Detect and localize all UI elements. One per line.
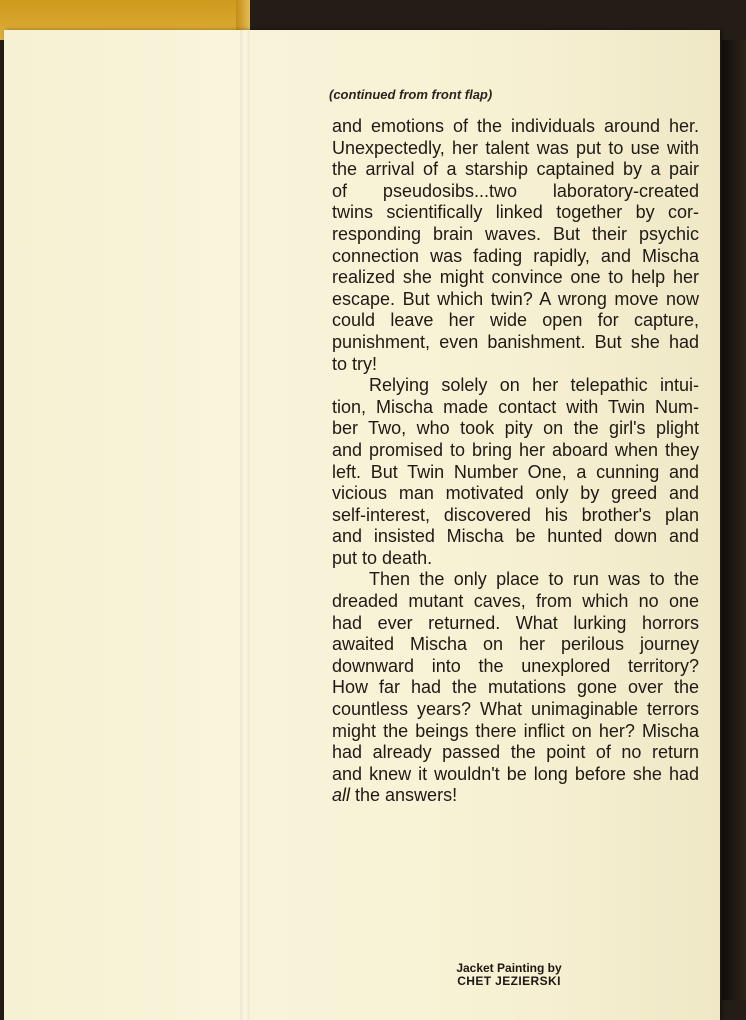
text-line: of pseudosibs...two laboratory-created (332, 180, 699, 201)
text-line-final (332, 785, 699, 807)
jacket-credit (444, 962, 574, 988)
flap-fold (240, 30, 250, 1020)
text-line: put to death. (332, 547, 433, 568)
text-line: punishment, even banishment. But she had (332, 331, 699, 352)
text-line: could leave her wide open for capture, (332, 310, 699, 331)
text-line: had already passed the point of no return (332, 742, 699, 763)
text-line: Then the only place to run was to the (369, 569, 699, 590)
text-line: left. But Twin Number One, a cunning and (332, 461, 699, 482)
text-line: dreaded mutant caves, from which no one (332, 591, 699, 612)
text-line: had ever returned. What lurking horrors (332, 612, 699, 633)
text-line: twins scientifically linked together by cor- (332, 202, 699, 223)
text-line: countless years? What unimaginable terrors (332, 699, 699, 720)
credit-label: Jacket Painting by (456, 961, 562, 975)
continued-note: (continued from front flap) (329, 87, 493, 102)
text-line: to try! (332, 353, 378, 374)
text-line: and insisted Mischa be hunted down and (332, 526, 699, 547)
text-line: awaited Mischa on her perilous journey (332, 634, 699, 655)
text-line: self-interest, discovered his brother's plan (332, 504, 699, 525)
text-line: downward into the unexplored territory? (332, 655, 699, 676)
text-line: responding brain waves. But their psychic (332, 223, 699, 244)
text-line: the arrival of a starship captained by a pair (332, 159, 699, 180)
emphasis-all: all (332, 785, 351, 806)
text-line: might the beings there inflict on her? Mischa (332, 720, 699, 741)
text-line: escape. But which twin? A wrong move now (332, 288, 699, 309)
final-line-rest: the answers! (350, 785, 458, 806)
text-line: ber Two, who took pity on the girl's plight (332, 418, 699, 439)
text-lines (332, 116, 699, 785)
text-line: connection was fading rapidly, and Mischa (332, 245, 699, 266)
text-line: How far had the mutations gone over the (332, 677, 699, 698)
text-line: Unexpectedly, her talent was put to use with (332, 137, 699, 158)
text-line: and emotions of the individuals around her. (332, 116, 699, 136)
text-line: Relying solely on her telepathic intui- (369, 375, 699, 396)
text-line: and knew it wouldn't be long before she had (332, 763, 699, 784)
artist-name: CHET JEZIERSKI (457, 974, 561, 988)
text-line: vicious man motivated only by greed and (332, 483, 699, 504)
text-line: realized she might convince one to help her (332, 267, 699, 288)
flap-body-text (332, 116, 699, 807)
book-edge (722, 40, 746, 1000)
text-line: tion, Mischa made contact with Twin Num- (332, 396, 699, 417)
text-line: and promised to bring her aboard when they (332, 439, 699, 460)
